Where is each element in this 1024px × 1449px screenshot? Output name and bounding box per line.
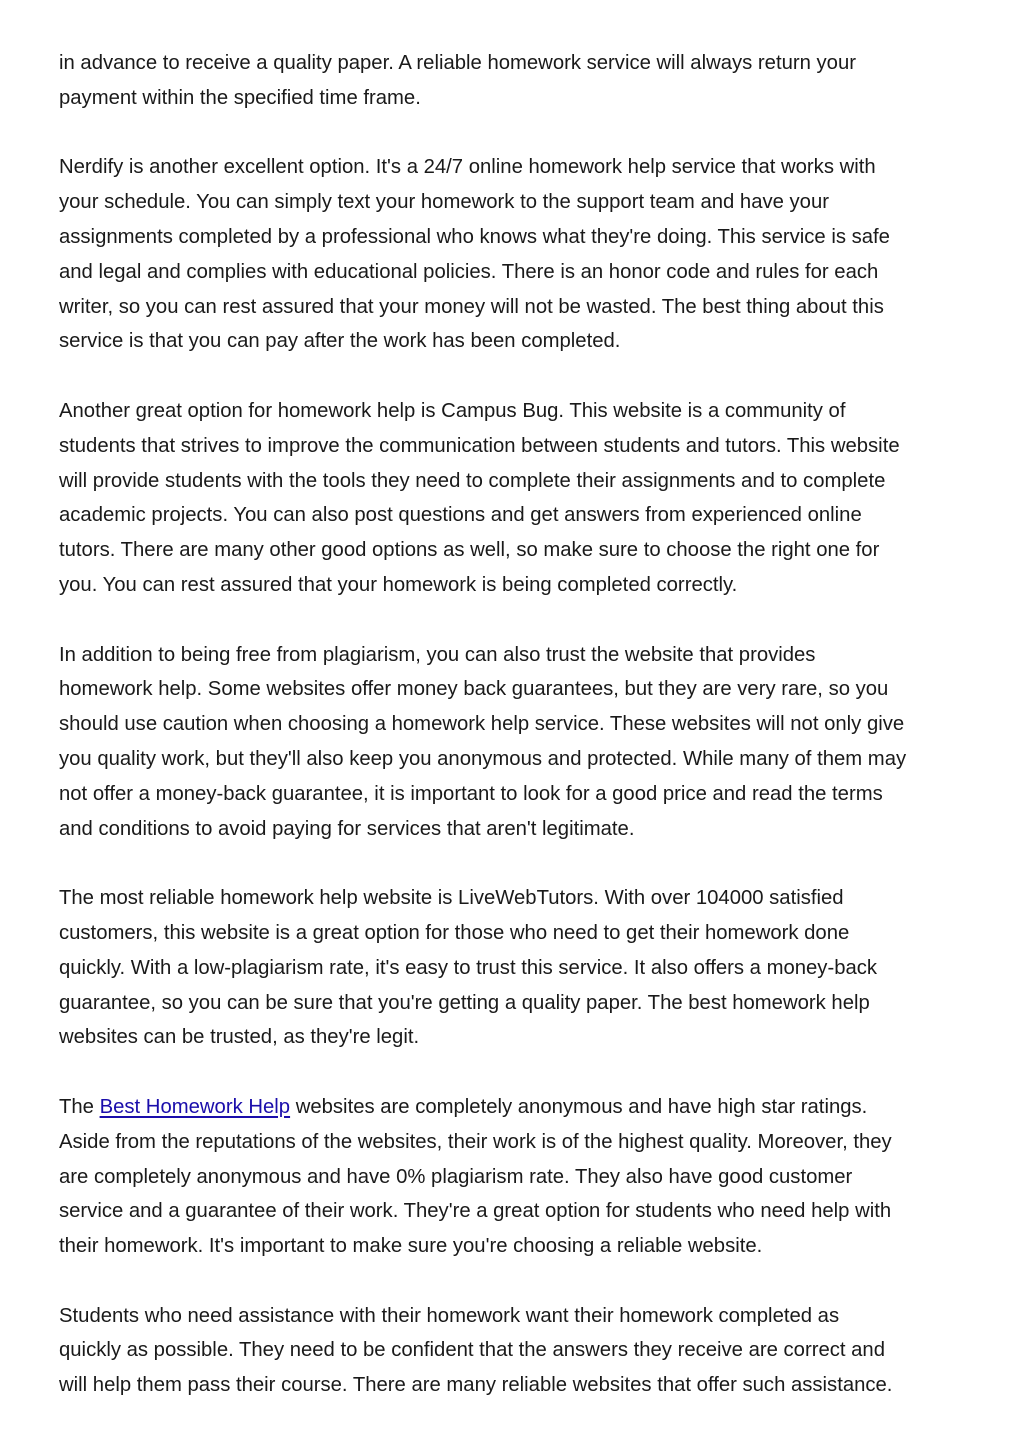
paragraph-2 [59, 150, 979, 359]
text-line: service is that you can pay after the work has been completed. [59, 330, 621, 353]
text-line: Nerdify is another excellent option. It's a 24/7 online homework help service that works with [59, 156, 876, 179]
text-line: Students who need assistance with their homework want their homework completed as [59, 1304, 840, 1327]
text-line: quickly. With a low-plagiarism rate, it's easy to trust this service. It also offers a money-back [59, 956, 878, 979]
text-line: The most reliable homework help website is LiveWebTutors. With over 104000 satisfied [59, 887, 844, 910]
text-line: In addition to being free from plagiarism, you can also trust the website that provides [59, 643, 816, 666]
text-line: websites can be trusted, as they're legit. [59, 1026, 420, 1049]
paragraph-7 [59, 1299, 979, 1403]
text-line: tutors. There are many other good options as well, so make sure to choose the right one for [59, 539, 880, 562]
text-line: you quality work, but they'll also keep you anonymous and protected. While many of them may [59, 747, 907, 770]
text-line: homework help. Some websites offer money back guarantees, but they are very rare, so you [59, 678, 889, 701]
text-line: should use caution when choosing a homework help service. These websites will not only give [59, 713, 905, 736]
text-line: are completely anonymous and have 0% plagiarism rate. They also have good customer [59, 1165, 853, 1188]
text-line: not offer a money-back guarantee, it is important to look for a good price and read the terms [59, 782, 883, 805]
text-line: guarantee, so you can be sure that you're getting a quality paper. The best homework help [59, 991, 870, 1014]
text-line: and legal and complies with educational policies. There is an honor code and rules for each [59, 260, 879, 283]
text-line [59, 1090, 979, 1125]
text-line: will provide students with the tools they need to complete their assignments and to complete [59, 469, 886, 492]
text-line: payment within the specified time frame. [59, 86, 421, 109]
document-page [59, 46, 979, 1438]
text-line: your schedule. You can simply text your homework to the support team and have your [59, 191, 829, 214]
text-line: students that strives to improve the communication between students and tutors. This website [59, 434, 900, 457]
paragraph-6 [59, 1090, 979, 1264]
text-before-link: The [59, 1095, 100, 1118]
text-after-link: websites are completely anonymous and have high star ratings. [290, 1095, 868, 1118]
text-line: you. You can rest assured that your homework is being completed correctly. [59, 573, 738, 596]
text-line: service and a guarantee of their work. They're a great option for students who need help with [59, 1200, 892, 1223]
text-line: Another great option for homework help is Campus Bug. This website is a community of [59, 399, 846, 422]
text-line: quickly as possible. They need to be confident that the answers they receive are correct and [59, 1339, 885, 1362]
text-line: Aside from the reputations of the websites, their work is of the highest quality. Moreover, they [59, 1130, 892, 1153]
paragraph-3 [59, 394, 979, 603]
text-line: in advance to receive a quality paper. A reliable homework service will always return your [59, 52, 856, 74]
best-homework-help-link[interactable]: Best Homework Help [99, 1095, 291, 1118]
text-line: and conditions to avoid paying for services that aren't legitimate. [59, 817, 635, 840]
text-line: academic projects. You can also post questions and get answers from experienced online [59, 504, 862, 527]
text-line: customers, this website is a great option for those who need to get their homework done [59, 921, 850, 944]
text-line: will help them pass their course. There are many reliable websites that offer such assistance. [59, 1374, 893, 1397]
text-line: writer, so you can rest assured that your money will not be wasted. The best thing about this [59, 295, 884, 318]
text-line: their homework. It's important to make sure you're choosing a reliable website. [59, 1235, 763, 1258]
text-line: assignments completed by a professional who knows what they're doing. This service is safe [59, 225, 890, 248]
paragraph-1 [59, 46, 979, 116]
paragraph-5 [59, 881, 979, 1055]
paragraph-4 [59, 638, 979, 847]
